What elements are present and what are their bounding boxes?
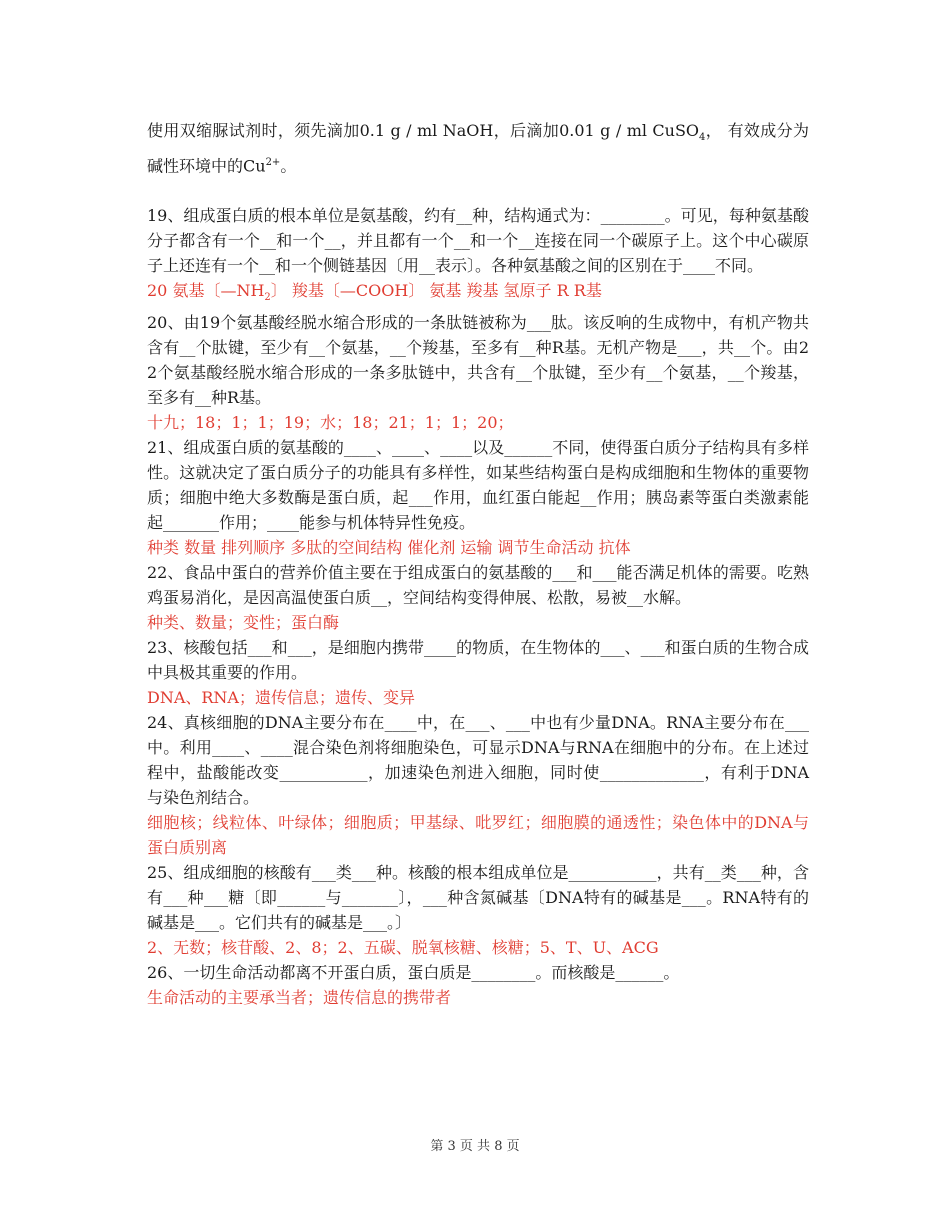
intro-text: ， 有效成分为碱性环境中的Cu xyxy=(147,121,809,176)
question-26: 26、一切生命活动都离不开蛋白质，蛋白质是________。而核酸是______。 xyxy=(147,962,680,982)
spacer xyxy=(147,179,809,203)
question-25: 25、组成细胞的核酸有___类___种。核酸的根本组成单位是___________，共有__类___种，含有___种___糖〔即______与_______〕，___种含氮碱基〔DNA特有的碱基是___。RNA特有的碱基是___。它们共有的碱基是___。〕 xyxy=(147,862,809,932)
document-body xyxy=(147,118,809,1010)
answer-20: 十九；18；1；1；19；水；18；21；1；1；20； xyxy=(147,412,514,432)
intro-text: 。 xyxy=(280,156,297,176)
answer-19 xyxy=(147,278,809,310)
answer-26: 生命活动的主要承当者；遗传信息的携带者 xyxy=(147,987,452,1007)
intro-superscript: 2+ xyxy=(265,157,281,169)
question-21: 21、组成蛋白质的氨基酸的____、____、____以及______不同，使得蛋白质分子结构具有多样性。这就决定了蛋白质分子的功能具有多样性，如某些结构蛋白是构成细胞和生物体的重要物质；细胞中绝大多数酶是蛋白质，起___作用，血红蛋白能起__作用；胰岛素等蛋白类激素能起_______作用；____能参与机体特异性免疫。 xyxy=(147,437,809,532)
answer-21: 种类 数量 排列顺序 多肽的空间结构 催化剂 运输 调节生命活动 抗体 xyxy=(147,537,631,557)
intro-paragraph xyxy=(147,118,809,179)
question-24: 24、真核细胞的DNA主要分布在____中，在___、___中也有少量DNA。RNA主要分布在___中。利用____、____混合染色剂将细胞染色，可显示DNA与RNA在细胞中的分布。在上述过程中，盐酸能改变___________，加速染色剂进入细胞，同时使_____________，有利于DNA与染色剂结合。 xyxy=(147,712,809,807)
answer-19-subscript: 2 xyxy=(264,291,271,303)
question-23: 23、核酸包括___和___，是细胞内携带____的物质，在生物体的___、___和蛋白质的生物合成中具极其重要的作用。 xyxy=(147,637,809,682)
answer-25: 2、无数；核苷酸、2、8；2、五碳、脱氧核糖、核糖；5、T、U、ACG xyxy=(147,937,659,957)
question-20: 20、由19个氨基酸经脱水缩合形成的一条肽链被称为___肽。该反响的生成物中，有机产物共含有__个肽键，至少有__个氨基，__个羧基，至多有__种R基。无机产物是___，共__个。由22个氨基酸经脱水缩合形成的一条多肽链中，共含有__个肽键，至少有__个氨基，__个羧基，至多有__种R基。 xyxy=(147,312,809,407)
answer-19-text: 〕 羧基〔—COOH〕 氨基 羧基 氢原子 R R基 xyxy=(270,280,602,300)
answer-22: 种类、数量；变性；蛋白酶 xyxy=(147,612,340,632)
answer-19-text: 20 氨基〔—NH xyxy=(147,280,265,300)
page-footer: 第 3 页 共 8 页 xyxy=(430,1139,520,1154)
intro-text: 使用双缩脲试剂时，须先滴加0.1 g / ml NaOH，后滴加0.01 g / ml CuSO xyxy=(147,121,700,140)
answer-24: 细胞核；线粒体、叶绿体；细胞质；甲基绿、吡罗红；细胞膜的通透性；染色体中的DNA与蛋白质别离 xyxy=(147,812,809,857)
question-19: 19、组成蛋白质的根本单位是氨基酸，约有__种，结构通式为：________。可见，每种氨基酸分子都含有一个__和一个__，并且都有一个__和一个__连接在同一个碳原子上。这个中心碳原子上还连有一个__和一个侧链基因〔用__表示〕。各种氨基酸之间的区别在于____不同。 xyxy=(147,205,809,275)
intro-subscript: 4 xyxy=(699,132,706,144)
answer-23: DNA、RNA；遗传信息；遗传、变异 xyxy=(147,687,415,707)
question-22: 22、食品中蛋白的营养价值主要在于组成蛋白的氨基酸的___和___能否满足机体的需要。吃熟鸡蛋易消化，是因高温使蛋白质__，空间结构变得伸展、松散，易被__水解。 xyxy=(147,562,809,607)
